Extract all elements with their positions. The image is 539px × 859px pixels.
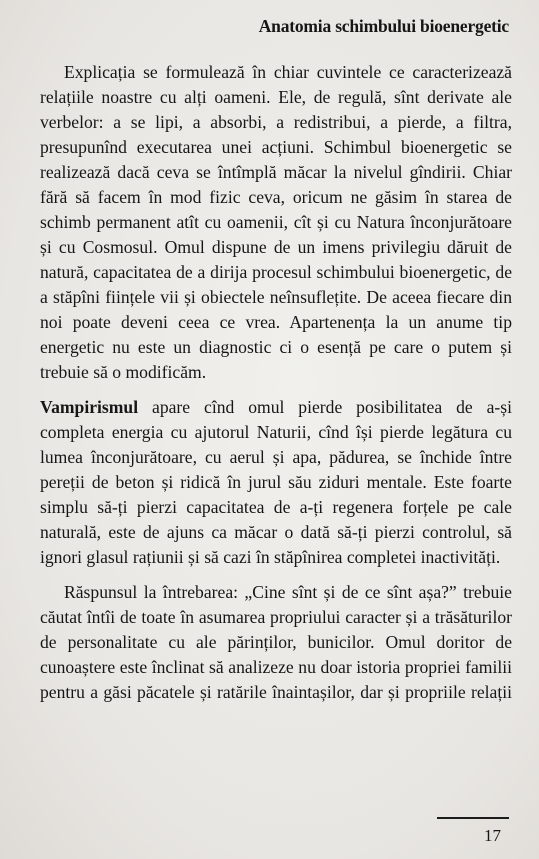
paragraph-answer — [40, 580, 512, 705]
paragraph-vampirism — [40, 395, 512, 570]
body-text — [40, 60, 512, 705]
paragraph-text: Răspunsul la întrebarea: „Cine sînt și de ce sînt așa?” trebuie căutat întîi de toate în asumarea propriului caracter și a trăsăturilor de personalitate cu ale părinților, bunicilor. Omul doritor de cunoaștere este înclinat să analizeze nu doar istoria propriei familii pentru a găsi păcatele și ratările înaintașilor, dar și propriile relații — [40, 582, 512, 702]
paragraph-explanation — [40, 60, 512, 385]
page-number: 17 — [484, 826, 501, 845]
paragraph-lead-vampirism: Vampirismul — [40, 397, 139, 417]
paragraph-text: Explicația se formulează în chiar cuvintele ce caracterizează relațiile noastre cu alți oameni. Ele, de regulă, sînt derivate ale verbelor: a se lipi, a absorbi, a redistribui, a pierde, a filtra, presupunînd executarea unei acțiuni. Schimbul bioenergetic se realizează dacă ceva se întîmplă măcar la nivelul gîndirii. Chiar fără să facem în mod fizic ceva, oricum ne găsim în starea de schimb permanent atît cu oamenii, cît și cu Natura înconjurătoare și cu Cosmosul. Omul dispune de un imens privilegiu dăruit de natură, capacitatea de a dirija procesul schimbului bioenergetic, de a stăpîni ființele vii și obiectele neînsuflețite. De aceea fiecare din noi poate deveni ceea ce vrea. Apartenența la un anume tip energetic nu este un diagnostic ci o esență pe care o putem și trebuie să o modificăm. — [40, 62, 512, 382]
paragraph-text: apare cînd omul pierde posibilitatea de a-și completa energia cu ajutorul Naturii, cînd își pierde legătura cu lumea înconjurătoare, cu aerul și apa, pădurea, se închide între pereții de beton și ridică în jurul său ziduri mentale. Este foarte simplu să-ți pierzi capacitatea de a-ți regenera forțele pe cale naturală, este de ajuns ca măcar o dată să-ți pierzi controlul, să ignori glasul rațiunii și să cazi în stăpînirea completei inactivități. — [40, 397, 512, 567]
running-header: Anatomia schimbului bioenergetic — [258, 16, 509, 36]
footer-rule — [437, 817, 509, 819]
